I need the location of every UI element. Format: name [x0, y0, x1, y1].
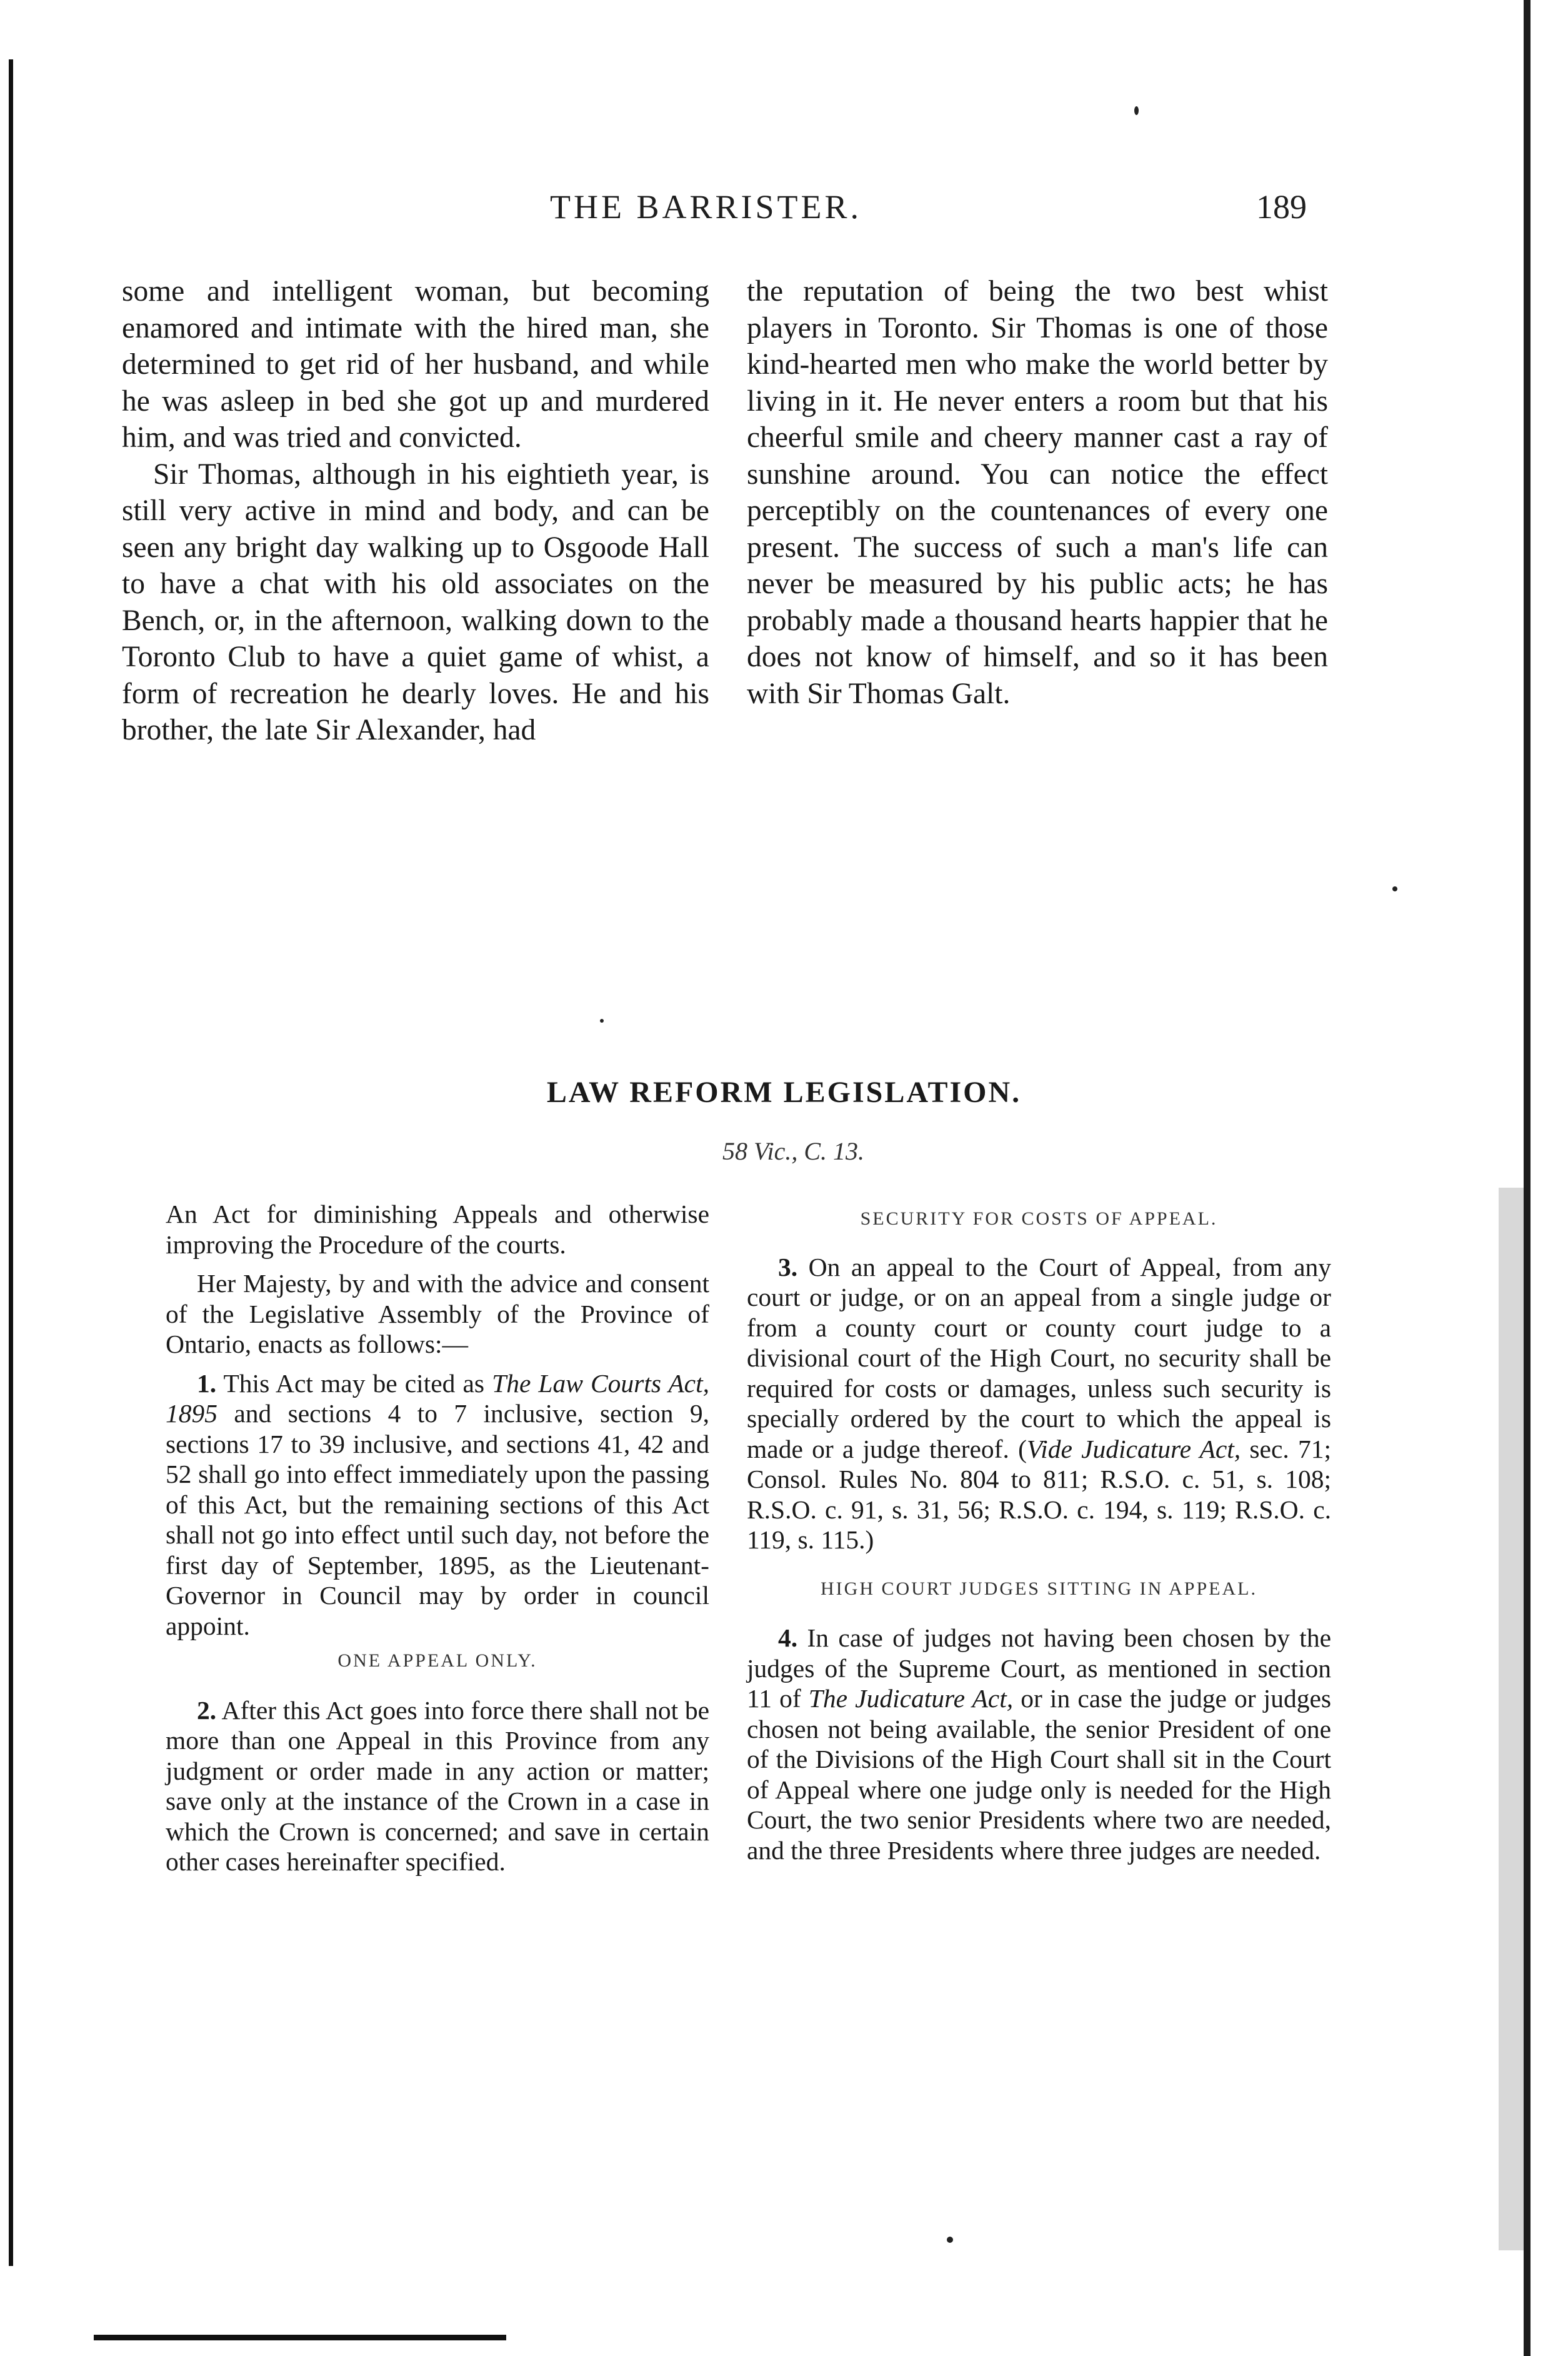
subsection-heading: ONE APPEAL ONLY. — [337, 1650, 537, 1671]
page-number: 189 — [1256, 188, 1307, 226]
act-name: The Judicature Act, — [808, 1684, 1014, 1713]
section-2 — [166, 1695, 709, 1877]
section-1 — [166, 1368, 709, 1642]
article-left-column — [122, 273, 709, 749]
legislation-left-column — [166, 1199, 709, 1877]
article-right-column — [747, 273, 1328, 712]
section-number: 4. — [778, 1623, 798, 1652]
section-3 — [747, 1252, 1331, 1555]
act-name: Vide Judicature Act, — [1026, 1434, 1241, 1463]
page-header — [0, 188, 1568, 238]
scan-speck — [1134, 106, 1139, 115]
scan-speck — [600, 1019, 604, 1023]
subsection-heading: SECURITY FOR COSTS OF APPEAL. — [860, 1208, 1218, 1229]
right-margin-scan-line — [1524, 0, 1531, 2356]
act-preamble: An Act for diminishing Appeals and otherwise improving the Procedure of the courts. — [166, 1200, 709, 1259]
section-title: LAW REFORM LEGISLATION. — [546, 1076, 1022, 1109]
section-number: 3. — [778, 1252, 798, 1281]
scan-speck — [1392, 886, 1397, 891]
subsection-heading: HIGH COURT JUDGES SITTING IN APPEAL. — [821, 1578, 1257, 1599]
legislation-right-column — [747, 1199, 1331, 1865]
section-text: On an appeal to the Court of Appeal, from any court or judge, or on an appeal from a single judge or from a county court or county court judge to a divisional court of the High Court, no security shall be required for costs or damages, unless such security is specially ordered by the court to which the appeal is made or a judge thereof. — [747, 1252, 1331, 1463]
bottom-scan-rule — [94, 2335, 506, 2340]
section-text: After this Act goes into force there shall not be more than one Appeal in this Province from any judgment or order made in any action or matter; save only at the instance of the Crown in a case in which the Crown is concerned; and save in certain other cases hereinafter specified. — [166, 1695, 709, 1876]
section-citation: 58 Vic., C. 13. — [722, 1137, 864, 1165]
section-text: and sections 4 to 7 inclusive, section 9, sections 17 to 39 inclusive, and sections 41, 42 and 52 shall go into effect immediately upon the passing of this Act, but the remaining sections of this Act shall not go into effect until such day, not before the first day of September, 1895, as the Lieutenant-Governor in Council may by order in council appoint. — [166, 1399, 710, 1640]
act-name: The Law Courts Act, 1895 — [166, 1368, 710, 1428]
running-title: THE BARRISTER. — [550, 188, 862, 226]
article-paragraph: Sir Thomas, although in his eightieth year, is still very active in mind and body, and can be seen any bright day walking up to Osgoode Hall to have a chat with his old associates on the Bench, or, in the afternoon, walking down to the Toronto Club to have a quiet game of whist, a form of recreation he dearly loves. He and his brother, the late Sir Alexander, had — [122, 458, 709, 746]
article-paragraph: the reputation of being the two best whist players in Toronto. Sir Thomas is one of those kind-hearted men who make the world better by living in it. He never enters a room but that his cheerful smile and cheery manner cast a ray of sunshine around. You can notice the effect perceptibly on the countenances of every one present. The success of such a man's life can never be measured by his public acts; he has probably made a thousand hearts happier that he does not know of himself, and so it has been with Sir Thomas Galt. — [747, 275, 1328, 710]
section-reference: sec. 71; Consol. Rules No. 804 to 811; R.S.O. c. 51, s. 108; R.S.O. c. 91, s. 31, 56; R.S.O. c. 194, s. 119; R.S.O. c. 119, s. 115.) — [747, 1434, 1332, 1554]
scan-speck — [947, 2237, 953, 2243]
right-margin-scan-shadow — [1499, 1188, 1524, 2250]
enacting-clause: Her Majesty, by and with the advice and consent of the Legislative Assembly of the Province of Ontario, enacts as follows:— — [166, 1269, 709, 1358]
section-text: This Act may be cited as — [223, 1368, 485, 1398]
section-text: In case of judges not having been chosen by the judges of the Supreme Court, as mentioned in section 11 of — [747, 1623, 1331, 1713]
reference-open: ( — [1018, 1434, 1027, 1463]
article-paragraph: some and intelligent woman, but becoming enamored and intimate with the hired man, she determined to get rid of her husband, and while he was asleep in bed she got up and murdered him, and was tried and convicted. — [122, 275, 709, 454]
section-number: 1. — [197, 1368, 217, 1398]
section-number: 2. — [197, 1695, 217, 1725]
section-text: or in case the judge or judges chosen not being available, the senior President of one of the Divisions of the High Court shall sit in the Court of Appeal where one judge only is needed for the High Court, the two senior Presidents where two are needed, and the three Presidents where three judges are needed. — [747, 1684, 1332, 1865]
section-4 — [747, 1623, 1331, 1865]
